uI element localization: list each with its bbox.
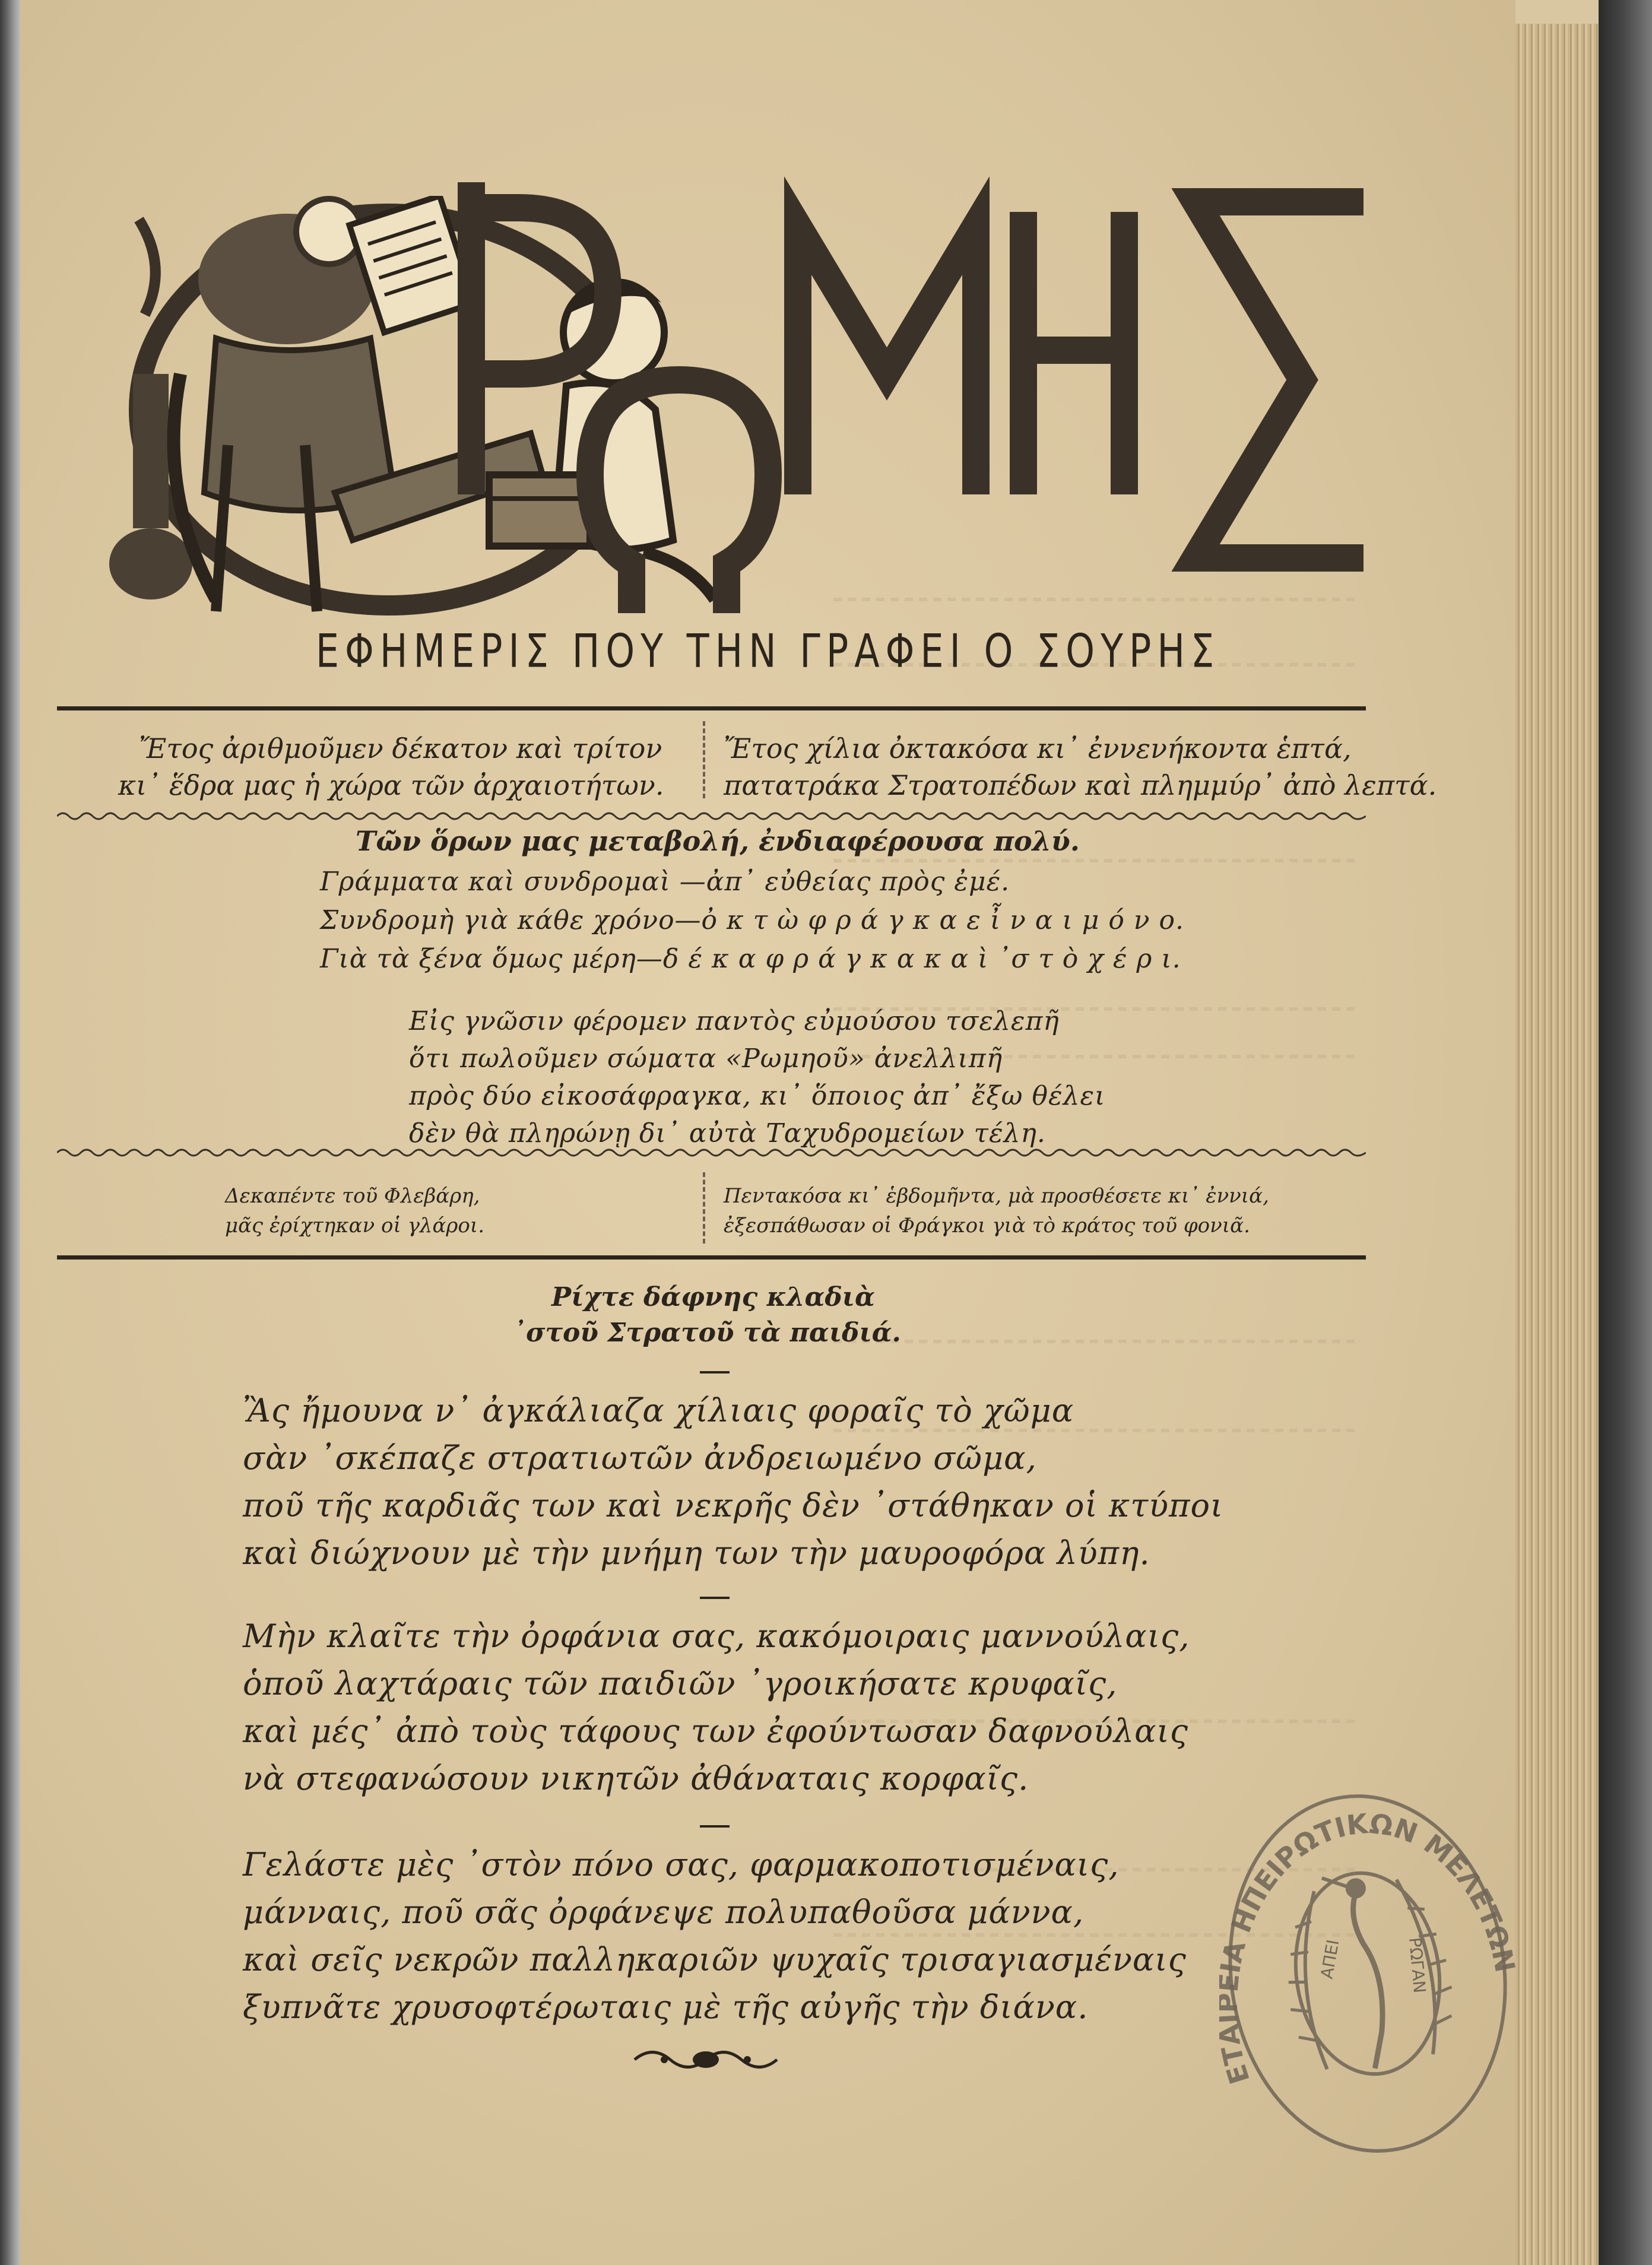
poem-title-line-2: ᾽στοῦ Στρατοῦ τὰ παιδιά.	[513, 1318, 901, 1348]
stamp-ring-text: Ε Α ΗΠΕΙΡΩΤΙΚΩΝ ΜΕΛΕΤΩ	[1219, 1807, 1516, 2088]
terms-heading: Τῶν ὅρων μας μεταβολή, ἐνδιαφέρουσα πολύ.	[356, 825, 1080, 857]
terms-line-3: Γιὰ τὰ ξένα ὅμως μέρη—δ έ κ α φ ρ ά γ κ α κ α ὶ ᾽σ τ ὸ χ έ ρ ι.	[320, 944, 1181, 974]
header-left-line-2: κι᾽ ἕδρα μας ἡ χώρα τῶν ἀρχαιοτήτων.	[118, 769, 664, 801]
stamp-inner-right: ΡΩΓΑΝ	[1405, 1936, 1430, 1994]
dateline-left-line-1: Δεκαπέντε τοῦ Φλεβάρη,	[225, 1184, 480, 1208]
header-column-separator	[703, 721, 705, 798]
stanza-1-line-4: καὶ διώχνουν μὲ τὴν μνήμη των τὴν μαυροφόρα λύπη.	[243, 1534, 1150, 1572]
stanza-2-line-2: ὁποῦ λαχτάραις τῶν παιδιῶν ᾽γροικήσατε κρυφαῖς,	[243, 1665, 1118, 1702]
stanza-1-line-3: ποῦ τῆς καρδιᾶς των καὶ νεκρῆς δὲν ᾽στάθηκαν οἱ κτύποι	[243, 1487, 1224, 1524]
top-rule	[57, 706, 1366, 710]
page-edges	[1515, 24, 1599, 2265]
book-binding	[0, 0, 20, 2265]
book-cover-edge	[1599, 0, 1652, 2265]
masthead-title	[436, 148, 1385, 623]
newspaper-page	[20, 0, 1515, 2265]
header-left-line-1: Ἔτος ἀριθμοῦμεν δέκατον καὶ τρίτον	[139, 732, 662, 764]
notice-line-2: ὅτι πωλοῦμεν σώματα «Ρωμηοῦ» ἀνελλιπῆ	[409, 1043, 1003, 1074]
notice-line-3: πρὸς δύο εἰκοσάφραγκα, κι᾽ ὅποιος ἀπ᾽ ἔξω θέλει	[409, 1081, 1106, 1111]
stanza-2-line-4: νὰ στεφανώσουν νικητῶν ἀθάναταις κορφαῖς.	[243, 1760, 1029, 1797]
wavy-rule-2	[57, 1147, 1366, 1159]
stanza-3-line-2: μάνναις, ποῦ σᾶς ὀρφάνεψε πολυπαθοῦσα μάννα,	[243, 1893, 1085, 1931]
terms-line-1: Γράμματα καὶ συνδρομαὶ —ἀπ᾽ εὐθείας πρὸς ἐμέ.	[320, 867, 1010, 897]
notice-line-4: δὲν θὰ πληρώνῃ δι᾽ αὐτὰ Ταχυδρομείων τέλη.	[409, 1118, 1046, 1149]
stanza-1-dash	[700, 1597, 730, 1599]
notice-line-1: Εἰς γνῶσιν φέρομεν παντὸς εὐμούσου τσελεπῆ	[409, 1006, 1060, 1036]
header-right-line-1: Ἔτος χίλια ὀκτακόσα κι᾽ ἐννενήκοντα ἑπτά,	[724, 732, 1352, 764]
dateline-right-line-1: Πεντακόσα κι᾽ ἑβδομῆντα, μὰ προσθέσετε κι᾽ ἐννιά,	[724, 1184, 1269, 1208]
header-right-line-2: πατατράκα Στρατοπέδων καὶ πλημμύρ᾽ ἀπὸ λεπτά.	[724, 769, 1437, 801]
dateline-right-line-2: ἐξεσπάθωσαν οἱ Φράγκοι γιὰ τὸ κράτος τοῦ φονιᾶ.	[724, 1214, 1250, 1238]
dateline-left-line-2: μᾶς ἐρίχτηκαν οἱ γλάροι.	[225, 1214, 485, 1238]
library-stamp	[1219, 1784, 1516, 2166]
stanza-2-dash	[700, 1825, 730, 1828]
poem-title-line-1: Ρίχτε δάφνης κλαδιὰ	[551, 1282, 875, 1312]
wavy-rule-1	[57, 810, 1366, 822]
stanza-2-line-3: καὶ μές᾽ ἀπὸ τοὺς τάφους των ἐφούντωσαν δαφνούλαις	[243, 1712, 1188, 1750]
stanza-3-line-3: καὶ σεῖς νεκρῶν παλληκαριῶν ψυχαῖς τρισαγιασμέναις	[243, 1941, 1187, 1978]
stanza-1-line-2: σὰν ᾽σκέπαζε στρατιωτῶν ἀνδρειωμένο σῶμα,	[243, 1439, 1037, 1477]
masthead-subtitle: ΕΦΗΜΕΡΙΣ ΠΟΥ ΤΗΝ ΓΡΑΦΕΙ Ο ΣΟΥΡΗΣ	[315, 623, 1220, 678]
terms-line-2: Συνδρομὴ γιὰ κάθε χρόνο—ὀ κ τ ὼ φ ρ ά γ κ α ε ἶ ν α ι μ ό ν ο.	[320, 905, 1185, 935]
dateline-column-separator	[703, 1172, 705, 1243]
stanza-3-line-4: ξυπνᾶτε χρυσοφτέρωταις μὲ τῆς αὐγῆς τὴν διάνα.	[243, 1988, 1089, 2026]
stamp-inner-left: ΑΠΕΙ	[1317, 1938, 1343, 1981]
stanza-1-line-1: Ἂς ἤμουνα ν᾽ ἀγκάλιαζα χίλιαις φοραῖς τὸ χῶμα	[243, 1392, 1074, 1429]
closing-ornament	[629, 2042, 783, 2080]
middle-rule	[57, 1255, 1366, 1260]
poem-title-dash	[700, 1371, 730, 1373]
stanza-2-line-1: Μὴν κλαῖτε τὴν ὀρφάνια σας, κακόμοιραις μαννούλαις,	[243, 1617, 1190, 1655]
stanza-3-line-1: Γελάστε μὲς ᾽στὸν πόνο σας, φαρμακοποτισμέναις,	[243, 1846, 1120, 1883]
